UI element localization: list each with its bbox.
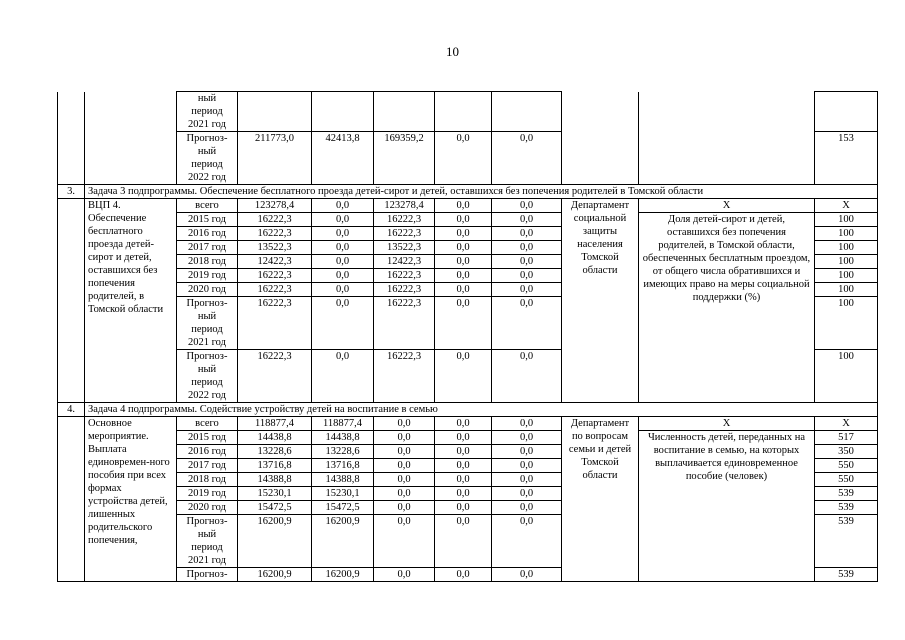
- period-line: ный: [197, 364, 217, 375]
- value-cell: 0,0: [492, 459, 562, 473]
- value-cell: 16222,3: [238, 297, 312, 350]
- indicator-value-cell: Х: [815, 199, 878, 213]
- value-cell: 16222,3: [374, 350, 435, 403]
- value-cell: 15472,5: [238, 501, 312, 515]
- value-cell: 0,0: [435, 501, 492, 515]
- period-line: период: [191, 542, 223, 553]
- task-title-row: [58, 185, 878, 199]
- value-cell: 0,0: [492, 487, 562, 501]
- value-cell: 0,0: [435, 459, 492, 473]
- value-cell: 0,0: [312, 350, 374, 403]
- value-cell: 16222,3: [238, 283, 312, 297]
- indicator-cell: [639, 92, 815, 132]
- indicator-value-cell: 100: [815, 350, 878, 403]
- indicator-value-cell: 539: [815, 487, 878, 501]
- period-line: 2022 год: [188, 390, 226, 401]
- value-cell: 0,0: [312, 199, 374, 213]
- value-cell: 16222,3: [238, 350, 312, 403]
- value-cell: 0,0: [374, 501, 435, 515]
- value-cell: 0,0: [312, 213, 374, 227]
- measure-cell: [85, 132, 177, 185]
- task-number: 3.: [58, 185, 85, 199]
- indicator-x-cell: Х: [639, 417, 815, 431]
- value-cell: 0,0: [374, 445, 435, 459]
- value-cell: 16222,3: [374, 227, 435, 241]
- indicator-value-cell: 550: [815, 473, 878, 487]
- period-line: 2021 год: [188, 119, 226, 130]
- task-title-row: [58, 403, 878, 417]
- value-cell: 13716,8: [312, 459, 374, 473]
- period-line: период: [191, 106, 223, 117]
- executor-cell: Департамент по вопросам семьи и детей Томской области: [562, 417, 639, 582]
- period-cell: [177, 213, 238, 227]
- period-cell: [177, 568, 238, 582]
- period-cell: [177, 269, 238, 283]
- task-title: Задача 3 подпрограммы. Обеспечение бесплатного проезда детей-сирот и детей, оставшихся без попечения родителей в Томской области: [85, 185, 878, 199]
- period-cell: [177, 501, 238, 515]
- period-cell: [177, 350, 238, 403]
- period-line: 2017 год: [188, 460, 226, 471]
- value-cell: 123278,4: [238, 199, 312, 213]
- period-line: 2019 год: [188, 270, 226, 281]
- indicator-cell: Доля детей-сирот и детей, оставшихся без попечения родителей, в Томской области, обеспеченных бесплатным проездом, от общего числа обратившихся и имеющих право на меры социальной поддержки (%): [639, 213, 815, 403]
- indicator-value-cell: 539: [815, 568, 878, 582]
- value-cell: 0,0: [374, 515, 435, 568]
- period-line: Прогноз-: [186, 569, 228, 580]
- value-cell: 0,0: [492, 269, 562, 283]
- value-cell: 0,0: [492, 501, 562, 515]
- table-row: [58, 213, 878, 227]
- value-cell: 14438,8: [312, 431, 374, 445]
- task-title: Задача 4 подпрограммы. Содействие устройству детей на воспитание в семью: [85, 403, 878, 417]
- value-cell: 0,0: [492, 431, 562, 445]
- period-line: Прогноз-: [186, 298, 228, 309]
- value-cell: 0,0: [492, 297, 562, 350]
- value-cell: [435, 92, 492, 132]
- value-cell: 0,0: [435, 297, 492, 350]
- indicator-value-cell: 517: [815, 431, 878, 445]
- period-cell: [177, 445, 238, 459]
- indicator-value-cell: 100: [815, 297, 878, 350]
- value-cell: 0,0: [312, 269, 374, 283]
- measure-cell: [85, 92, 177, 132]
- value-cell: 0,0: [435, 283, 492, 297]
- period-line: 2015 год: [188, 432, 226, 443]
- value-cell: 0,0: [435, 199, 492, 213]
- num-cell: [58, 132, 85, 185]
- period-line: 2022 год: [188, 172, 226, 183]
- period-cell: [177, 199, 238, 213]
- value-cell: 15230,1: [238, 487, 312, 501]
- indicator-value-cell: [815, 92, 878, 132]
- value-cell: 169359,2: [374, 132, 435, 185]
- page-number: 10: [446, 44, 459, 59]
- executor-cell: Департамент социальной защиты населения Томской области: [562, 199, 639, 403]
- value-cell: 16200,9: [238, 515, 312, 568]
- period-cell: [177, 92, 238, 132]
- period-cell: [177, 431, 238, 445]
- value-cell: 16200,9: [312, 515, 374, 568]
- num-cell: [58, 199, 85, 403]
- value-cell: 42413,8: [312, 132, 374, 185]
- value-cell: 0,0: [435, 213, 492, 227]
- period-line: 2018 год: [188, 474, 226, 485]
- program-table: [57, 91, 878, 582]
- period-line: 2019 год: [188, 488, 226, 499]
- value-cell: 0,0: [435, 431, 492, 445]
- value-cell: 14388,8: [238, 473, 312, 487]
- value-cell: 0,0: [435, 417, 492, 431]
- period-cell: [177, 255, 238, 269]
- period-line: 2016 год: [188, 446, 226, 457]
- value-cell: 0,0: [374, 417, 435, 431]
- value-cell: 0,0: [374, 459, 435, 473]
- table-row: [58, 417, 878, 431]
- value-cell: 0,0: [374, 568, 435, 582]
- value-cell: 0,0: [312, 241, 374, 255]
- indicator-value-cell: Х: [815, 417, 878, 431]
- value-cell: 16200,9: [312, 568, 374, 582]
- value-cell: 0,0: [374, 473, 435, 487]
- task-number: 4.: [58, 403, 85, 417]
- value-cell: 0,0: [435, 241, 492, 255]
- value-cell: 211773,0: [238, 132, 312, 185]
- value-cell: [492, 92, 562, 132]
- value-cell: 16222,3: [374, 269, 435, 283]
- value-cell: 0,0: [435, 255, 492, 269]
- value-cell: 118877,4: [238, 417, 312, 431]
- period-cell: [177, 487, 238, 501]
- value-cell: 0,0: [435, 227, 492, 241]
- period-line: 2015 год: [188, 214, 226, 225]
- value-cell: 0,0: [492, 241, 562, 255]
- period-cell: [177, 459, 238, 473]
- value-cell: 0,0: [435, 487, 492, 501]
- measure-cell: Основное мероприятие. Выплата единовремен-ного пособия при всех формах устройства детей, лишенных родительского попечения,: [85, 417, 177, 582]
- value-cell: 0,0: [435, 568, 492, 582]
- indicator-x-cell: Х: [639, 199, 815, 213]
- value-cell: 16222,3: [374, 283, 435, 297]
- value-cell: 15472,5: [312, 501, 374, 515]
- value-cell: 16222,3: [374, 213, 435, 227]
- value-cell: 0,0: [312, 255, 374, 269]
- value-cell: 0,0: [374, 431, 435, 445]
- period-cell: [177, 297, 238, 350]
- value-cell: 0,0: [492, 568, 562, 582]
- value-cell: 0,0: [492, 199, 562, 213]
- period-line: Прогноз-: [186, 133, 228, 144]
- period-line: Прогноз-: [186, 351, 228, 362]
- period-line: ный: [197, 311, 217, 322]
- period-line: Прогноз-: [186, 516, 228, 527]
- period-cell: [177, 227, 238, 241]
- value-cell: 12422,3: [374, 255, 435, 269]
- value-cell: 118877,4: [312, 417, 374, 431]
- period-line: 2016 год: [188, 228, 226, 239]
- period-cell: [177, 417, 238, 431]
- indicator-value-cell: 100: [815, 241, 878, 255]
- indicator-value-cell: 100: [815, 269, 878, 283]
- value-cell: [238, 92, 312, 132]
- executor-cell: [562, 92, 639, 132]
- value-cell: 13522,3: [374, 241, 435, 255]
- indicator-value-cell: 550: [815, 459, 878, 473]
- period-line: ный: [197, 93, 217, 104]
- value-cell: 0,0: [492, 417, 562, 431]
- value-cell: 13716,8: [238, 459, 312, 473]
- period-line: 2020 год: [188, 502, 226, 513]
- table-row: [58, 132, 878, 185]
- period-line: период: [191, 324, 223, 335]
- num-cell: [58, 92, 85, 132]
- value-cell: 12422,3: [238, 255, 312, 269]
- period-cell: [177, 283, 238, 297]
- indicator-value-cell: 539: [815, 515, 878, 568]
- value-cell: 0,0: [312, 297, 374, 350]
- period-line: 2018 год: [188, 256, 226, 267]
- value-cell: 0,0: [492, 283, 562, 297]
- period-line: ный: [197, 146, 217, 157]
- value-cell: 0,0: [435, 445, 492, 459]
- indicator-value-cell: 153: [815, 132, 878, 185]
- value-cell: 13522,3: [238, 241, 312, 255]
- value-cell: 0,0: [374, 487, 435, 501]
- indicator-cell: Численность детей, переданных на воспитание в семью, на которых выплачивается единовременное пособие (человек): [639, 431, 815, 582]
- table-row: [58, 199, 878, 213]
- executor-cell: [562, 132, 639, 185]
- value-cell: 13228,6: [312, 445, 374, 459]
- period-cell: [177, 132, 238, 185]
- value-cell: 14438,8: [238, 431, 312, 445]
- value-cell: 123278,4: [374, 199, 435, 213]
- indicator-cell: [639, 132, 815, 185]
- value-cell: 0,0: [435, 515, 492, 568]
- period-line: всего: [195, 418, 219, 429]
- indicator-value-cell: 350: [815, 445, 878, 459]
- period-cell: [177, 241, 238, 255]
- indicator-value-cell: 100: [815, 213, 878, 227]
- period-line: 2021 год: [188, 555, 226, 566]
- period-cell: [177, 473, 238, 487]
- indicator-value-cell: 100: [815, 255, 878, 269]
- period-line: ный: [197, 529, 217, 540]
- value-cell: 0,0: [435, 350, 492, 403]
- value-cell: 0,0: [492, 473, 562, 487]
- value-cell: 0,0: [312, 227, 374, 241]
- value-cell: 0,0: [435, 269, 492, 283]
- value-cell: 0,0: [492, 213, 562, 227]
- value-cell: [312, 92, 374, 132]
- value-cell: 0,0: [492, 515, 562, 568]
- value-cell: 0,0: [435, 132, 492, 185]
- indicator-value-cell: 100: [815, 227, 878, 241]
- value-cell: 13228,6: [238, 445, 312, 459]
- value-cell: 0,0: [312, 283, 374, 297]
- period-line: период: [191, 377, 223, 388]
- period-line: всего: [195, 200, 219, 211]
- measure-cell: ВЦП 4. Обеспечение бесплатного проезда детей-сирот и детей, оставшихся без попечения родителей, в Томской области: [85, 199, 177, 403]
- value-cell: 0,0: [492, 227, 562, 241]
- value-cell: 0,0: [435, 473, 492, 487]
- period-line: 2021 год: [188, 337, 226, 348]
- table-row: [58, 431, 878, 445]
- value-cell: 0,0: [492, 350, 562, 403]
- value-cell: 16222,3: [374, 297, 435, 350]
- value-cell: [374, 92, 435, 132]
- period-line: 2020 год: [188, 284, 226, 295]
- indicator-value-cell: 100: [815, 283, 878, 297]
- value-cell: 14388,8: [312, 473, 374, 487]
- value-cell: 16200,9: [238, 568, 312, 582]
- value-cell: 16222,3: [238, 213, 312, 227]
- value-cell: 15230,1: [312, 487, 374, 501]
- value-cell: 16222,3: [238, 227, 312, 241]
- value-cell: 16222,3: [238, 269, 312, 283]
- indicator-value-cell: 539: [815, 501, 878, 515]
- period-line: 2017 год: [188, 242, 226, 253]
- period-line: период: [191, 159, 223, 170]
- value-cell: 0,0: [492, 132, 562, 185]
- period-cell: [177, 515, 238, 568]
- num-cell: [58, 417, 85, 582]
- value-cell: 0,0: [492, 445, 562, 459]
- table-row: [58, 92, 878, 132]
- value-cell: 0,0: [492, 255, 562, 269]
